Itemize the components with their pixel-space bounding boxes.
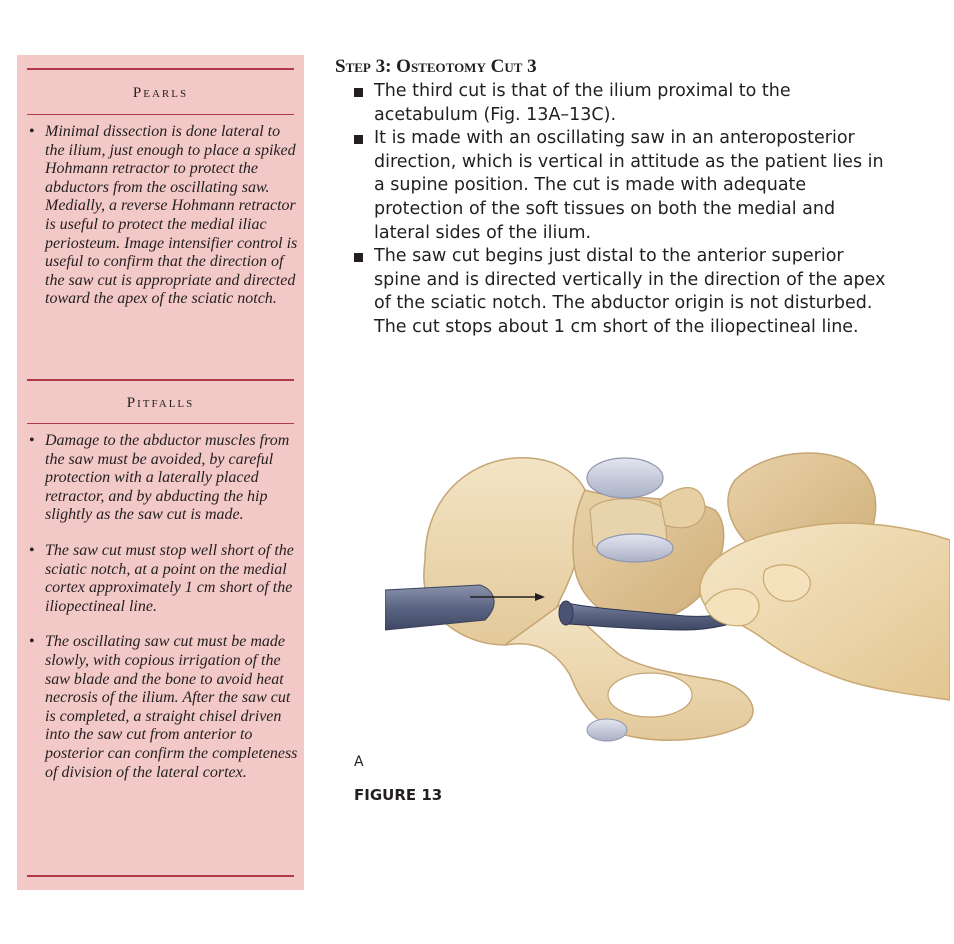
lower-disc (597, 534, 673, 562)
pelvis-osteotomy-illustration (385, 440, 950, 750)
pitfalls-heading-text: Pitfalls (126, 395, 195, 411)
pitfalls-list (27, 432, 299, 799)
pelvis-illustration-svg (385, 440, 950, 750)
step-bullet (353, 127, 893, 245)
pitfalls-item: • The oscillating saw cut must be made slowly, with copious irrigation of the saw blade and the bone to avoid heat necrosis of the ilium. After the saw cut is completed, a straight chisel driven into the saw cut from anterior to posterior can confirm the completeness of division of the lateral cortex. (27, 633, 299, 782)
step-bullet-list (353, 80, 893, 340)
pearls-item: • Minimal dissection is done lateral to the ilium, just enough to place a spiked Hohmann retractor to protect the abductors from the oscillating saw. Medially, a reverse Hohmann retractor is useful to protect the medial iliac periosteum. Image intensifier control is useful to confirm that the direction of the saw cut is appropriate and directed toward the apex of the sciatic notch. (27, 123, 299, 309)
pearls-pitfalls-sidebar (17, 55, 304, 890)
obturator-foramen (608, 673, 692, 717)
step-title: Step 3: Osteotomy Cut 3 (335, 56, 537, 77)
figure-panel-letter: A (354, 754, 364, 770)
step-bullet (353, 80, 893, 127)
step-bullet-text: It is made with an oscillating saw in an anteroposterior direction, which is vertical in attitude as the patient lies in a supine position. The cut is made with adequate protection of the soft tissues on both the medial and lateral sides of the ilium. (374, 128, 884, 243)
pitfalls-heading (17, 395, 304, 412)
pearls-heading-rule (27, 114, 294, 115)
pearls-heading-text: Pearls (132, 85, 189, 101)
sidebar-bottom-rule (27, 875, 294, 877)
pubic-symphysis-disc (587, 719, 627, 741)
pearls-list (27, 123, 299, 326)
pitfalls-heading-rule (27, 423, 294, 424)
pitfalls-item: • Damage to the abductor muscles from the saw must be avoided, by careful protection with a laterally placed retractor, and by abducting the hip slightly as the saw cut is made. (27, 432, 299, 525)
square-bullet-icon (354, 253, 363, 262)
step-bullet-text: The saw cut begins just distal to the anterior superior spine and is directed vertically in the direction of the apex of the sciatic notch. The abductor origin is not disturbed. The cut stops about 1 cm short of the iliopectineal line. (374, 246, 886, 337)
vertebra-process (660, 488, 705, 528)
sidebar-top-rule (27, 68, 294, 70)
step-bullet-text: The third cut is that of the ilium proximal to the acetabulum (Fig. 13A–13C). (374, 81, 791, 125)
pearls-bottom-rule (27, 379, 294, 381)
pitfalls-item: • The saw cut must stop well short of the sciatic notch, at a point on the medial cortex approximately 1 cm short of the iliopectineal line. (27, 542, 299, 616)
pearls-heading (17, 85, 304, 102)
square-bullet-icon (354, 88, 363, 97)
square-bullet-icon (354, 135, 363, 144)
step-bullet (353, 245, 893, 339)
saw-blade-tip (559, 601, 573, 625)
figure-caption: FIGURE 13 (354, 786, 443, 804)
upper-disc (587, 458, 663, 498)
